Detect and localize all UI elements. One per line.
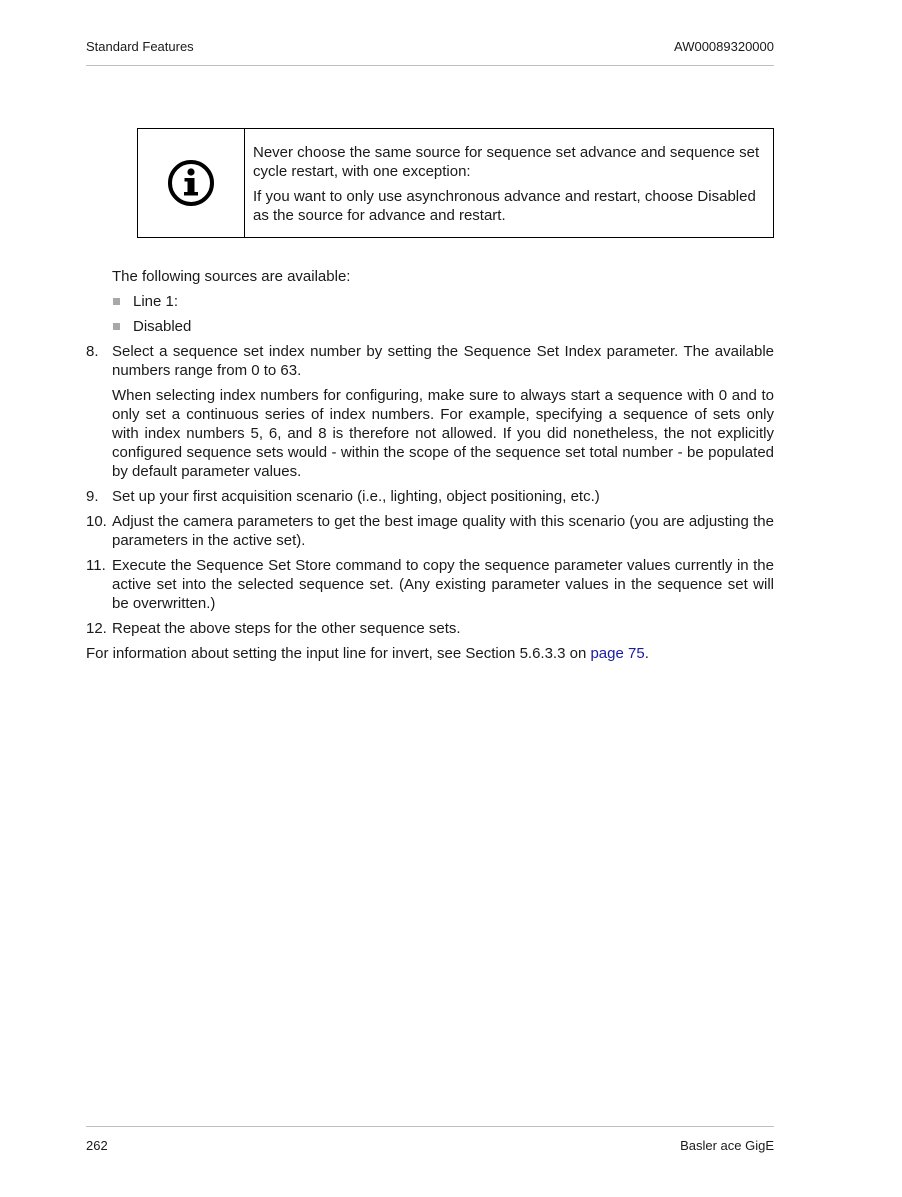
step-text: Set up your first acquisition scenario (i.e., lighting, object positioning, etc.): [112, 488, 600, 505]
main-content: [86, 267, 774, 663]
page-link[interactable]: page 75: [590, 645, 645, 662]
step-number: 9.: [86, 488, 99, 505]
step-item: [86, 619, 774, 638]
footer-product-name: Basler ace GigE: [680, 1138, 774, 1153]
page-header: [86, 37, 774, 66]
step-number: 12.: [86, 620, 107, 637]
sources-intro: The following sources are available:: [112, 268, 351, 285]
header-section-title: Standard Features: [86, 39, 194, 54]
steps-list: [86, 342, 774, 638]
info-icon: [166, 158, 216, 208]
step-item: [86, 556, 774, 613]
note-icon-cell: [138, 129, 245, 237]
page-footer: [86, 1126, 774, 1153]
step-text: Select a sequence set index number by setting the Sequence Set Index parameter. The available numbers range from 0 to 63.: [112, 343, 774, 379]
bullet-square-icon: [113, 323, 120, 330]
step-number: 11.: [86, 557, 106, 574]
step-subtext: When selecting index numbers for configuring, make sure to always start a sequence with 0 and to only set a continuous series of index numbers. For example, specifying a sequence of sets only with index numbers 5, 6, and 8 is therefore not allowed. If you did nonetheless, the not explicitly configured sequence sets would - within the scope of the sequence set total number - be populated by default parameter values.: [112, 387, 774, 480]
step-number: 10.: [86, 513, 107, 530]
list-item: Line 1:: [112, 292, 774, 311]
note-paragraph-1: Never choose the same source for sequence set advance and sequence set cycle restart, with one exception:: [253, 144, 760, 180]
step-item: [86, 342, 774, 481]
step-text: Adjust the camera parameters to get the best image quality with this scenario (you are adjusting the parameters in the active set).: [112, 513, 774, 549]
bullet-square-icon: [113, 298, 120, 305]
info-note: [137, 128, 774, 238]
note-text: [245, 129, 773, 237]
header-doc-number: AW00089320000: [674, 39, 774, 54]
step-item: [86, 487, 774, 506]
step-text: Repeat the above steps for the other sequence sets.: [112, 620, 461, 637]
sources-list: [86, 292, 774, 336]
note-paragraph-2: If you want to only use asynchronous advance and restart, choose Disabled as the source for advance and restart.: [253, 188, 756, 224]
step-item: [86, 512, 774, 550]
list-item: Disabled: [112, 317, 774, 336]
step-number: 8.: [86, 343, 99, 360]
closing-paragraph: For information about setting the input line for invert, see Section 5.6.3.3 on page 75.: [86, 645, 649, 662]
page-number: 262: [86, 1138, 108, 1153]
step-text: Execute the Sequence Set Store command to copy the sequence parameter values currently in the active set into the selected sequence set. (Any existing parameter values in the sequence set will be overwritten.): [112, 557, 774, 612]
